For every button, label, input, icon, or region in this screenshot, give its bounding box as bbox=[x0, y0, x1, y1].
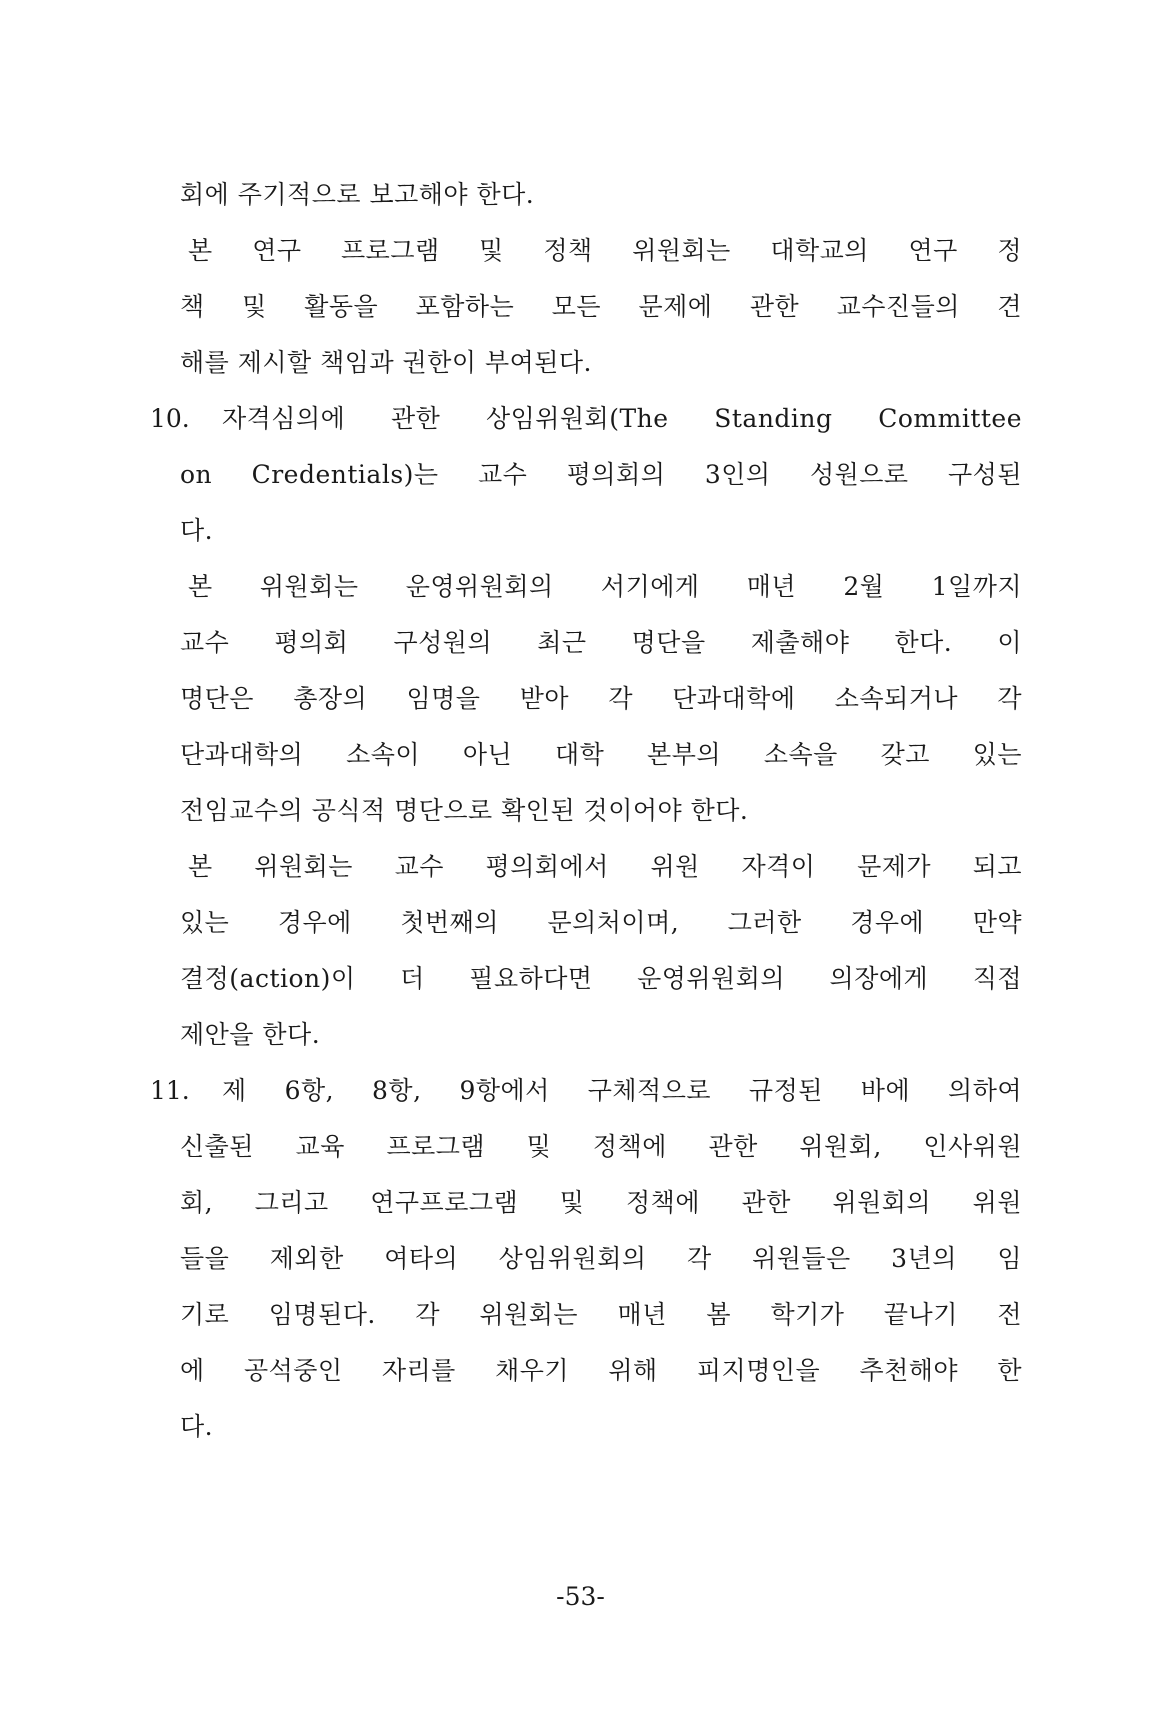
text-line: 있는 경우에 첫번째의 문의처이며, 그러한 경우에 만약 bbox=[180, 908, 1022, 937]
text-line: 에 공석중인 자리를 채우기 위해 피지명인을 추천해야 한 bbox=[180, 1356, 1022, 1385]
text-line: 해를 제시할 책임과 권한이 부여된다. bbox=[180, 348, 592, 377]
page-number: -53- bbox=[556, 1582, 605, 1611]
text-line: 본 위원회는 교수 평의회에서 위원 자격이 문제가 되고 bbox=[188, 852, 1022, 881]
text-line: 다. bbox=[180, 516, 214, 545]
text-line: 결정(action)이 더 필요하다면 운영위원회의 의장에게 직접 bbox=[180, 964, 1022, 993]
text-line: 자격심의에 관한 상임위원회(The Standing Committee bbox=[222, 404, 1022, 433]
item-number: 10. bbox=[150, 404, 190, 433]
text-line: 기로 임명된다. 각 위원회는 매년 봄 학기가 끝나기 전 bbox=[180, 1300, 1022, 1329]
text-line: 본 위원회는 운영위원회의 서기에게 매년 2월 1일까지 bbox=[188, 572, 1022, 601]
text-line: 전임교수의 공식적 명단으로 확인된 것이어야 한다. bbox=[180, 796, 749, 825]
text-line: 제 6항, 8항, 9항에서 구체적으로 규정된 바에 의하여 bbox=[222, 1076, 1022, 1105]
text-line: 회에 주기적으로 보고해야 한다. bbox=[180, 180, 535, 209]
text-line: 회, 그리고 연구프로그램 및 정책에 관한 위원회의 위원 bbox=[180, 1188, 1022, 1217]
text-line: on Credentials)는 교수 평의회의 3인의 성원으로 구성된 bbox=[180, 460, 1022, 489]
text-line: 단과대학의 소속이 아닌 대학 본부의 소속을 갖고 있는 bbox=[180, 740, 1022, 769]
text-line: 들을 제외한 여타의 상임위원회의 각 위원들은 3년의 임 bbox=[180, 1244, 1022, 1273]
text-line: 교수 평의회 구성원의 최근 명단을 제출해야 한다. 이 bbox=[180, 628, 1022, 657]
text-line: 책 및 활동을 포함하는 모든 문제에 관한 교수진들의 견 bbox=[180, 292, 1022, 321]
item-number: 11. bbox=[150, 1076, 190, 1105]
text-line: 명단은 총장의 임명을 받아 각 단과대학에 소속되거나 각 bbox=[180, 684, 1022, 713]
text-line: 제안을 한다. bbox=[180, 1020, 321, 1049]
text-line: 신출된 교육 프로그램 및 정책에 관한 위원회, 인사위원 bbox=[180, 1132, 1022, 1161]
text-line: 다. bbox=[180, 1412, 214, 1441]
text-line: 본 연구 프로그램 및 정책 위원회는 대학교의 연구 정 bbox=[188, 236, 1022, 265]
